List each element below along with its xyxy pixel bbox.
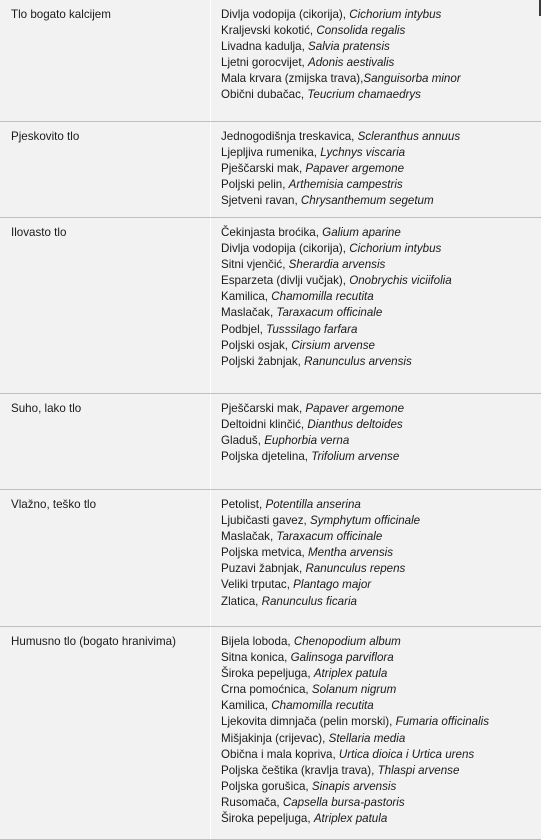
plant-common-name: Ljetni gorocvijet,: [221, 56, 308, 70]
plant-list-item: [221, 55, 541, 71]
plant-latin-name: Papaver argemone: [305, 402, 405, 415]
plant-common-name: Poljski pelin,: [221, 178, 289, 192]
soil-type-cell: [0, 218, 210, 393]
plant-list-item: [221, 193, 541, 209]
plant-common-name: Mala krvara (zmijska trava),: [221, 72, 364, 86]
plant-common-name: Veliki trputac,: [221, 578, 294, 592]
plant-latin-name: Consolida regalis: [316, 24, 406, 38]
plant-common-name: Pješčarski mak,: [221, 402, 306, 415]
plant-common-name: Zlatica,: [221, 594, 262, 608]
plant-list-item: [221, 401, 541, 417]
plant-list-cell: [210, 122, 541, 217]
plant-latin-name: Cichorium intybus: [349, 8, 442, 21]
plant-common-name: Rusomača,: [221, 795, 283, 809]
plant-latin-name: Onobrychis viciifolia: [349, 274, 452, 288]
plant-list-cell: [210, 490, 541, 626]
plant-latin-name: Thlaspi arvense: [377, 763, 460, 777]
table-row: [0, 122, 541, 218]
table-row: [0, 627, 541, 840]
plant-latin-name: Taraxacum officinale: [276, 530, 383, 544]
plant-latin-name: Symphytum officinale: [309, 514, 421, 528]
plant-latin-name: Plantago major: [293, 578, 372, 592]
plant-latin-name: Ranunculus arvensis: [304, 354, 412, 368]
plant-common-name: Ljubičasti gavez,: [221, 514, 310, 528]
plant-latin-name: Chamomilla recutita: [271, 699, 374, 713]
plant-common-name: Mišjakinja (crijevac),: [221, 731, 329, 745]
plant-list-item: [221, 682, 541, 698]
soil-type-label: Suho, lako tlo: [11, 402, 82, 415]
soil-type-label: Ilovasto tlo: [11, 226, 67, 239]
plant-list-item: [221, 795, 541, 811]
plant-latin-name: Adonis aestivalis: [308, 56, 395, 70]
plant-latin-name: Lychnys viscaria: [320, 146, 406, 160]
plant-list-item: [221, 241, 541, 257]
soil-type-label: Vlažno, teško tlo: [11, 498, 97, 511]
plant-list-item: [221, 811, 541, 827]
plant-common-name: Kamilica,: [221, 699, 272, 713]
soil-type-cell: [0, 122, 210, 217]
plant-list-item: [221, 338, 541, 354]
plant-list-item: [221, 23, 541, 39]
plant-common-name: Esparzeta (divlji vučjak),: [221, 274, 350, 288]
plant-latin-name: Chrysanthemum segetum: [300, 194, 434, 208]
plant-list-item: [221, 225, 541, 241]
plant-common-name: Gladuš,: [221, 434, 265, 448]
plant-list-cell: [210, 218, 541, 393]
plant-list-item: [221, 129, 541, 145]
plant-list-item: [221, 594, 541, 610]
plant-common-name: Poljska češtika (kravlja trava),: [221, 763, 378, 777]
plant-common-name: Livadna kadulja,: [221, 40, 309, 54]
plant-common-name: Puzavi žabnjak,: [221, 562, 306, 576]
plant-common-name: Divlja vodopija (cikorija),: [221, 8, 350, 21]
plant-common-name: Sitna konica,: [221, 651, 291, 665]
plant-latin-name: Galinsoga parviflora: [290, 651, 394, 665]
plant-list-item: [221, 731, 541, 747]
plant-latin-name: Chenopodium album: [293, 635, 401, 648]
plant-list-item: [221, 145, 541, 161]
table-row: [0, 218, 541, 394]
plant-list-item: [221, 698, 541, 714]
plant-list-item: [221, 322, 541, 338]
plant-latin-name: Papaver argemone: [305, 162, 405, 176]
plant-common-name: Podbjel,: [221, 322, 267, 336]
soil-type-label: Humusno tlo (bogato hranivima): [11, 635, 176, 648]
plant-latin-name: Scleranthus annuus: [357, 130, 461, 143]
plant-list-item: [221, 417, 541, 433]
plant-list-item: [221, 449, 541, 465]
plant-latin-name: Arthemisia campestris: [288, 178, 403, 192]
soil-type-cell: [0, 490, 210, 626]
plant-latin-name: Potentilla anserina: [265, 498, 361, 511]
plant-common-name: Kamilica,: [221, 290, 272, 304]
plant-common-name: Sjetveni ravan,: [221, 194, 301, 208]
plant-list-item: [221, 273, 541, 289]
plant-common-name: Deltoidni klinčić,: [221, 418, 308, 432]
plant-common-name: Široka pepeljuga,: [221, 812, 314, 826]
plant-list-item: [221, 561, 541, 577]
plant-common-name: Poljska metvica,: [221, 546, 308, 560]
plant-latin-name: Taraxacum officinale: [276, 306, 383, 320]
plant-list-item: [221, 289, 541, 305]
table-row: [0, 0, 541, 122]
plant-common-name: Poljska djetelina,: [221, 450, 312, 464]
plant-list-item: [221, 714, 541, 730]
plant-common-name: Ljepljiva rumenika,: [221, 146, 321, 160]
plant-list-item: [221, 354, 541, 370]
plant-list-item: [221, 497, 541, 513]
plant-latin-name: Ranunculus ficaria: [261, 594, 357, 608]
plant-latin-name: Dianthus deltoides: [307, 418, 403, 432]
plant-common-name: Poljski žabnjak,: [221, 354, 305, 368]
plant-latin-name: Fumaria officinalis: [395, 715, 490, 729]
plant-latin-name: Capsella bursa-pastoris: [282, 795, 405, 809]
plant-common-name: Obični dubačac,: [221, 88, 308, 102]
plant-common-name: Maslačak,: [221, 530, 277, 544]
plant-common-name: Bijela loboda,: [221, 635, 294, 648]
plant-list-item: [221, 666, 541, 682]
plant-common-name: Poljski osjak,: [221, 338, 292, 352]
plant-list-item: [221, 747, 541, 763]
soil-type-label: Tlo bogato kalcijem: [11, 8, 111, 21]
soil-type-cell: [0, 0, 210, 121]
plant-list-cell: [210, 0, 541, 121]
plant-common-name: Crna pomoćnica,: [221, 683, 312, 697]
plant-latin-name: Sanguisorba minor: [363, 72, 461, 86]
plant-latin-name: Atriplex patula: [313, 812, 388, 826]
plant-latin-name: Ranunculus repens: [305, 562, 406, 576]
plant-list-item: [221, 545, 541, 561]
plant-latin-name: Euphorbia verna: [264, 434, 350, 448]
plant-latin-name: Stellaria media: [328, 731, 406, 745]
plant-latin-name: Mentha arvensis: [307, 546, 394, 560]
plant-common-name: Kraljevski kokotić,: [221, 24, 317, 38]
plant-latin-name: Galium aparine: [322, 226, 401, 239]
plant-list-item: [221, 650, 541, 666]
soil-type-label: Pjeskovito tlo: [11, 130, 80, 143]
plant-latin-name: Sinapis arvensis: [311, 779, 397, 793]
table-row: [0, 394, 541, 490]
plant-list-item: [221, 305, 541, 321]
plant-list-cell: [210, 394, 541, 489]
plant-common-name: Poljska gorušica,: [221, 779, 312, 793]
plant-latin-name: Salvia pratensis: [308, 40, 390, 54]
plant-common-name: Obična i mala kopriva,: [221, 747, 339, 761]
soil-type-cell: [0, 627, 210, 839]
plant-list-item: [221, 779, 541, 795]
plant-common-name: Sitni vjenčić,: [221, 258, 289, 272]
plant-list-item: [221, 577, 541, 593]
table-row: [0, 490, 541, 627]
plant-latin-name: Cirsium arvense: [291, 338, 375, 352]
plant-latin-name: Teucrium chamaedrys: [307, 88, 421, 102]
plant-latin-name: Solanum nigrum: [311, 683, 397, 697]
plant-common-name: Jednogodišnja treskavica,: [221, 130, 358, 143]
plant-list-item: [221, 177, 541, 193]
plant-latin-name: Trifolium arvense: [311, 450, 400, 464]
plant-latin-name: Chamomilla recutita: [271, 290, 374, 304]
plant-latin-name: Sherardia arvensis: [288, 258, 386, 272]
soil-type-cell: [0, 394, 210, 489]
plant-list-item: [221, 7, 541, 23]
page-edge-line: [539, 0, 541, 16]
plant-list-item: [221, 71, 541, 87]
plant-common-name: Ljekovita dimnjača (pelin morski),: [221, 715, 396, 729]
plant-common-name: Čekinjasta broćika,: [221, 226, 323, 239]
plant-list-item: [221, 763, 541, 779]
plant-latin-name: Urtica dioica i Urtica urens: [338, 747, 475, 761]
plant-latin-name: Tusssilago farfara: [266, 322, 358, 336]
plant-common-name: Široka pepeljuga,: [221, 667, 314, 681]
plant-common-name: Petolist,: [221, 498, 266, 511]
plant-common-name: Pješčarski mak,: [221, 162, 306, 176]
plant-list-item: [221, 513, 541, 529]
plant-list-item: [221, 87, 541, 103]
plant-list-item: [221, 39, 541, 55]
plant-list-item: [221, 634, 541, 650]
plant-latin-name: Cichorium intybus: [349, 242, 442, 256]
plant-list-cell: [210, 627, 541, 839]
plant-common-name: Divlja vodopija (cikorija),: [221, 242, 350, 256]
plant-list-item: [221, 529, 541, 545]
plant-list-item: [221, 161, 541, 177]
plant-list-item: [221, 433, 541, 449]
plant-list-item: [221, 257, 541, 273]
plant-common-name: Maslačak,: [221, 306, 277, 320]
plant-latin-name: Atriplex patula: [313, 667, 388, 681]
